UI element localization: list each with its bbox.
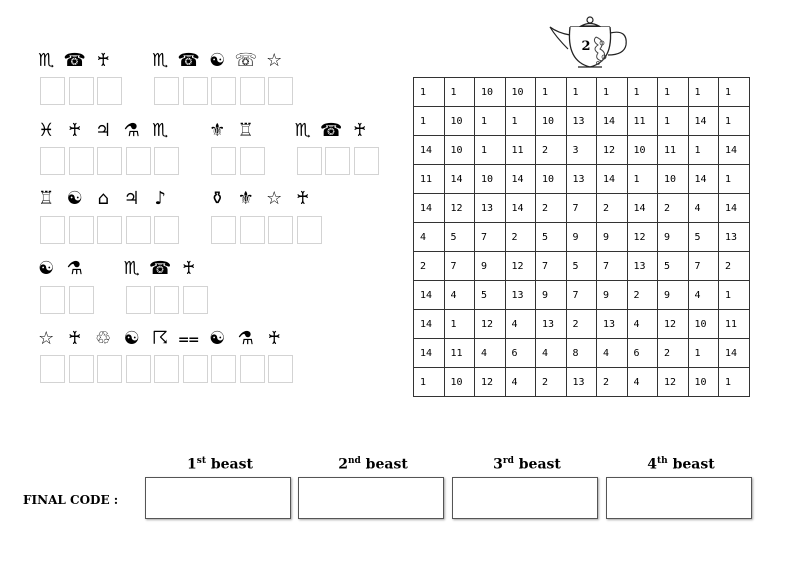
grid-cell: 2	[597, 368, 628, 397]
final-code-box-4[interactable]	[606, 477, 752, 519]
letter-box[interactable]	[183, 77, 208, 105]
teapot-icon	[546, 15, 634, 73]
grid-cell: 1	[719, 368, 750, 397]
alembic-symbol: ⚗	[237, 328, 254, 349]
recycle-symbol: ♲	[95, 328, 112, 349]
letter-box[interactable]	[154, 216, 179, 244]
grid-cell: 7	[566, 281, 597, 310]
beast-header-1	[145, 456, 295, 473]
letter-box[interactable]	[126, 216, 151, 244]
grid-cell: 10	[536, 165, 567, 194]
grid-cell: 10	[536, 107, 567, 136]
cross-symbol: ♰	[182, 258, 196, 279]
grid-cell: 6	[505, 339, 536, 368]
grid-cell: 5	[536, 223, 567, 252]
house-symbol: ⌂	[97, 188, 109, 209]
grid-cell: 13	[566, 165, 597, 194]
grid-cell: 4	[536, 339, 567, 368]
grid-cell: 11	[658, 136, 689, 165]
cross-symbol: ♰	[353, 120, 367, 141]
fleur-de-lis-symbol: ⚜	[209, 120, 226, 141]
grid-cell: 10	[688, 368, 719, 397]
grid-cell: 13	[566, 107, 597, 136]
grid-cell: 1	[688, 136, 719, 165]
letter-box[interactable]	[40, 216, 65, 244]
grid-cell: 6	[627, 339, 658, 368]
rook-symbol: ♖	[38, 188, 55, 209]
symbol-row-1	[32, 48, 289, 74]
grid-cell: 10	[444, 107, 475, 136]
grid-row	[414, 194, 750, 223]
yin-yang-symbol: ☯	[209, 50, 226, 71]
beast-word: beast	[210, 456, 253, 473]
grid-cell: 12	[597, 136, 628, 165]
grid-cell: 13	[475, 194, 506, 223]
grid-cell: 14	[414, 310, 445, 339]
beast-word: beast	[672, 456, 715, 473]
grid-cell: 1	[475, 136, 506, 165]
grid-cell: 7	[597, 252, 628, 281]
letter-box[interactable]	[268, 77, 293, 105]
grid-row	[414, 252, 750, 281]
grid-row	[414, 78, 750, 107]
grid-row	[414, 107, 750, 136]
star-symbol: ☆	[38, 328, 55, 349]
grid-cell: 10	[627, 136, 658, 165]
grid-cell: 1	[475, 107, 506, 136]
grid-cell: 4	[505, 310, 536, 339]
scorpio-symbol: ♏	[294, 120, 311, 141]
beast-suffix: th	[657, 456, 668, 466]
grid-cell: 3	[566, 136, 597, 165]
symbol-row-4	[32, 256, 203, 282]
grid-row	[414, 165, 750, 194]
jupiter-symbol: ♃	[123, 188, 140, 209]
letter-box[interactable]	[268, 355, 293, 383]
grid-cell: 14	[627, 194, 658, 223]
grid-cell: 5	[475, 281, 506, 310]
grid-cell: 14	[719, 339, 750, 368]
letter-box[interactable]	[40, 77, 65, 105]
letter-box[interactable]	[297, 147, 322, 175]
letter-box[interactable]	[211, 216, 236, 244]
star-symbol: ☆	[266, 188, 283, 209]
grid-cell: 4	[688, 194, 719, 223]
grid-cell: 11	[414, 165, 445, 194]
jupiter-symbol: ♃	[95, 120, 112, 141]
grid-cell: 12	[475, 368, 506, 397]
grid-cell: 1	[688, 78, 719, 107]
letter-box[interactable]	[97, 216, 122, 244]
beast-ordinal: 4	[647, 456, 658, 473]
grid-cell: 1	[719, 78, 750, 107]
grid-cell: 5	[566, 252, 597, 281]
grid-cell: 14	[688, 107, 719, 136]
grid-cell: 9	[597, 223, 628, 252]
grid-cell: 11	[719, 310, 750, 339]
grid-cell: 11	[444, 339, 475, 368]
telephone-symbol: ☎	[149, 258, 172, 279]
letter-box[interactable]	[69, 286, 94, 314]
grid-cell: 14	[414, 136, 445, 165]
final-code-box-1[interactable]	[145, 477, 291, 519]
yin-yang-symbol: ☯	[123, 328, 140, 349]
grid-cell: 1	[444, 78, 475, 107]
final-code-label: FINAL CODE :	[23, 493, 119, 507]
scorpio-symbol: ♏	[123, 258, 140, 279]
grid-cell: 9	[658, 281, 689, 310]
grid-cell: 14	[414, 194, 445, 223]
grid-cell: 4	[627, 310, 658, 339]
grid-cell: 4	[597, 339, 628, 368]
grid-cell: 8	[566, 339, 597, 368]
grid-cell: 12	[444, 194, 475, 223]
beast-word: beast	[518, 456, 561, 473]
rook-symbol: ♖	[237, 120, 254, 141]
grid-cell: 10	[444, 136, 475, 165]
grid-cell: 11	[627, 107, 658, 136]
letter-box[interactable]	[97, 77, 122, 105]
grid-cell: 1	[719, 107, 750, 136]
symbol-row-2	[32, 118, 374, 144]
scorpio-symbol: ♏	[38, 50, 55, 71]
letter-box[interactable]	[40, 147, 65, 175]
alembic-symbol: ⚗	[66, 258, 83, 279]
number-grid	[413, 77, 750, 397]
grid-cell: 1	[688, 339, 719, 368]
grid-row	[414, 223, 750, 252]
grid-row	[414, 281, 750, 310]
grid-cell: 10	[475, 78, 506, 107]
grid-cell: 9	[566, 223, 597, 252]
beast-header-4	[606, 456, 756, 473]
grid-cell: 1	[566, 78, 597, 107]
letter-box[interactable]	[211, 147, 236, 175]
grid-cell: 2	[505, 223, 536, 252]
beast-ordinal: 3	[493, 456, 503, 473]
telephone-symbol: ☎	[177, 50, 200, 71]
beast-word: beast	[365, 456, 408, 473]
telephone-symbol: ☎	[320, 120, 343, 141]
grid-cell: 13	[719, 223, 750, 252]
grid-cell: 12	[627, 223, 658, 252]
grid-cell: 13	[505, 281, 536, 310]
symbol-row-5	[32, 326, 289, 352]
letter-box[interactable]	[69, 355, 94, 383]
grid-row	[414, 310, 750, 339]
letter-box[interactable]	[297, 216, 322, 244]
grid-cell: 2	[414, 252, 445, 281]
grid-cell: 2	[658, 339, 689, 368]
grid-cell: 9	[536, 281, 567, 310]
teapot-number: 2	[581, 39, 591, 54]
cross-symbol: ♰	[267, 328, 281, 349]
final-code-box-2[interactable]	[298, 477, 444, 519]
letter-box[interactable]	[211, 77, 236, 105]
grid-cell: 9	[597, 281, 628, 310]
letter-box[interactable]	[97, 147, 122, 175]
yin-yang-symbol: ☯	[209, 328, 226, 349]
grid-cell: 13	[536, 310, 567, 339]
grid-cell: 10	[658, 165, 689, 194]
grid-cell: 1	[627, 78, 658, 107]
grid-cell: 12	[505, 252, 536, 281]
grid-cell: 10	[688, 310, 719, 339]
cross-symbol: ♰	[96, 50, 110, 71]
grid-cell: 2	[536, 136, 567, 165]
grid-cell: 9	[658, 223, 689, 252]
grid-cell: 2	[627, 281, 658, 310]
grid-cell: 4	[414, 223, 445, 252]
scorpio-symbol: ♏	[152, 120, 169, 141]
letter-box[interactable]	[69, 216, 94, 244]
grid-cell: 2	[597, 194, 628, 223]
letter-box[interactable]	[154, 147, 179, 175]
beast-ordinal: 2	[338, 456, 348, 473]
grid-cell: 1	[414, 78, 445, 107]
grid-cell: 1	[658, 107, 689, 136]
grid-cell: 14	[505, 165, 536, 194]
lightning-symbol: ☈	[152, 328, 169, 349]
grid-row	[414, 368, 750, 397]
letter-box[interactable]	[154, 77, 179, 105]
beast-suffix: rd	[502, 456, 514, 466]
double-equals-symbol: ⩵	[178, 328, 200, 349]
letter-box[interactable]	[69, 77, 94, 105]
letter-box[interactable]	[40, 355, 65, 383]
letter-box[interactable]	[126, 147, 151, 175]
final-code-box-3[interactable]	[452, 477, 598, 519]
grid-cell: 1	[414, 107, 445, 136]
grid-cell: 9	[475, 252, 506, 281]
grid-cell: 12	[658, 310, 689, 339]
grid-cell: 1	[719, 165, 750, 194]
grid-cell: 1	[536, 78, 567, 107]
grid-cell: 4	[627, 368, 658, 397]
grid-cell: 1	[414, 368, 445, 397]
letter-box[interactable]	[40, 286, 65, 314]
grid-cell: 1	[444, 310, 475, 339]
grid-cell: 2	[536, 368, 567, 397]
letter-box[interactable]	[240, 355, 265, 383]
urn-symbol: ⚱	[209, 188, 225, 209]
letter-box[interactable]	[97, 355, 122, 383]
letter-box[interactable]	[154, 286, 179, 314]
letter-box[interactable]	[325, 147, 350, 175]
letter-box[interactable]	[240, 77, 265, 105]
letter-box[interactable]	[211, 355, 236, 383]
grid-cell: 5	[658, 252, 689, 281]
letter-box[interactable]	[154, 355, 179, 383]
grid-cell: 1	[627, 165, 658, 194]
cross-symbol: ♰	[68, 328, 82, 349]
grid-cell: 4	[475, 339, 506, 368]
grid-row	[414, 136, 750, 165]
grid-cell: 5	[688, 223, 719, 252]
grid-cell: 10	[475, 165, 506, 194]
grid-cell: 1	[719, 281, 750, 310]
yin-yang-symbol: ☯	[38, 258, 55, 279]
letter-box[interactable]	[126, 355, 151, 383]
letter-box[interactable]	[126, 286, 151, 314]
grid-cell: 4	[505, 368, 536, 397]
grid-cell: 1	[597, 78, 628, 107]
grid-cell: 10	[444, 368, 475, 397]
grid-row	[414, 339, 750, 368]
grid-cell: 1	[505, 107, 536, 136]
grid-cell: 14	[505, 194, 536, 223]
grid-cell: 4	[688, 281, 719, 310]
grid-cell: 13	[566, 368, 597, 397]
grid-cell: 2	[658, 194, 689, 223]
beast-ordinal: 1	[187, 456, 197, 473]
grid-cell: 12	[658, 368, 689, 397]
letter-box[interactable]	[268, 216, 293, 244]
grid-cell: 7	[536, 252, 567, 281]
music-note-symbol: ♪	[154, 188, 166, 209]
grid-cell: 13	[627, 252, 658, 281]
grid-cell: 2	[566, 310, 597, 339]
grid-cell: 7	[444, 252, 475, 281]
letter-box[interactable]	[240, 216, 265, 244]
alembic-symbol: ⚗	[123, 120, 140, 141]
letter-box[interactable]	[354, 147, 379, 175]
grid-cell: 14	[414, 339, 445, 368]
cross-symbol: ♰	[68, 120, 82, 141]
grid-cell: 14	[597, 107, 628, 136]
telephone-symbol: ☎	[63, 50, 86, 71]
grid-cell: 10	[505, 78, 536, 107]
grid-cell: 14	[414, 281, 445, 310]
beast-header-2	[298, 456, 448, 473]
grid-cell: 13	[597, 310, 628, 339]
fleur-de-lis-symbol: ⚜	[237, 188, 254, 209]
letter-box[interactable]	[69, 147, 94, 175]
letter-box[interactable]	[240, 147, 265, 175]
letter-box[interactable]	[183, 286, 208, 314]
telephone-outline-symbol: ☏	[234, 50, 257, 71]
grid-cell: 1	[658, 78, 689, 107]
grid-cell: 7	[566, 194, 597, 223]
grid-cell: 14	[719, 194, 750, 223]
grid-cell: 14	[444, 165, 475, 194]
grid-cell: 2	[719, 252, 750, 281]
star-symbol: ☆	[266, 50, 283, 71]
grid-cell: 14	[597, 165, 628, 194]
grid-cell: 7	[688, 252, 719, 281]
grid-cell: 7	[475, 223, 506, 252]
grid-cell: 2	[536, 194, 567, 223]
cross-symbol: ♰	[296, 188, 310, 209]
pisces-symbol: ♓	[38, 120, 55, 141]
beast-suffix: nd	[347, 456, 361, 466]
scorpio-symbol: ♏	[152, 50, 169, 71]
grid-cell: 12	[475, 310, 506, 339]
grid-cell: 5	[444, 223, 475, 252]
yin-yang-symbol: ☯	[66, 188, 83, 209]
grid-cell: 4	[444, 281, 475, 310]
beast-suffix: st	[196, 456, 206, 466]
letter-box[interactable]	[183, 355, 208, 383]
symbol-row-3	[32, 186, 317, 212]
grid-cell: 11	[505, 136, 536, 165]
beast-header-3	[452, 456, 602, 473]
grid-cell: 14	[719, 136, 750, 165]
grid-cell: 14	[688, 165, 719, 194]
